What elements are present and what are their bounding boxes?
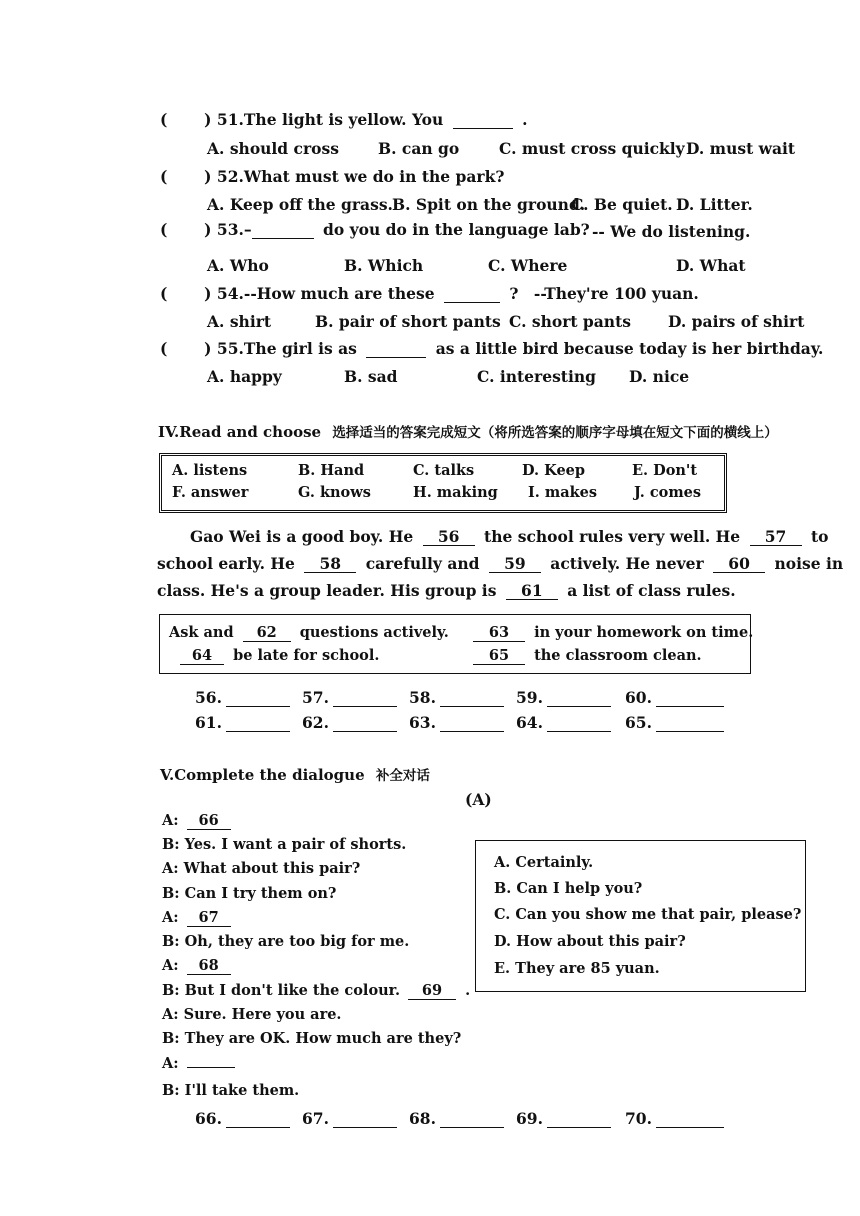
dialogue-line-6 bbox=[162, 933, 409, 950]
question-number: 53 bbox=[216, 220, 239, 239]
answer-label: 62. bbox=[302, 713, 329, 732]
speaker: B: bbox=[162, 982, 180, 999]
question-51: ( ) 51.The light is yellow. You . bbox=[160, 110, 528, 129]
dialogue-line-8 bbox=[162, 982, 470, 1000]
speaker: B: bbox=[162, 1082, 180, 1099]
word-option-e: E. Don't bbox=[632, 462, 698, 479]
answer-label: 63. bbox=[409, 713, 436, 732]
paren-open: ( bbox=[160, 110, 168, 129]
passage-text: to bbox=[810, 527, 829, 546]
question-number: 51 bbox=[216, 110, 239, 129]
rule-2 bbox=[469, 624, 753, 642]
option-53b[interactable]: B. Which bbox=[344, 256, 424, 275]
dialogue-line-5 bbox=[162, 909, 235, 927]
option-53a[interactable]: A. Who bbox=[207, 256, 269, 275]
paren-close: ) bbox=[204, 339, 212, 358]
dialogue-option-b: B. Can I help you? bbox=[494, 880, 643, 897]
blank-70[interactable] bbox=[187, 1067, 235, 1068]
answer-line[interactable] bbox=[547, 689, 611, 707]
passage-text: a list of class rules. bbox=[567, 581, 736, 600]
class-rules-box bbox=[159, 614, 754, 674]
dialogue-line-12 bbox=[162, 1082, 299, 1099]
rule-text: be late for school. bbox=[233, 647, 380, 664]
speaker: B: bbox=[162, 1030, 180, 1047]
speaker: A: bbox=[162, 957, 179, 974]
dialogue-text: Sure. Here you are. bbox=[183, 1006, 342, 1023]
answer-62 bbox=[302, 713, 401, 732]
question-54: ( ) 54.--How much are these ? --They're 100 yuan. bbox=[160, 284, 699, 303]
option-51b[interactable]: B. can go bbox=[378, 139, 460, 158]
answer-66 bbox=[195, 1109, 294, 1128]
blank-58[interactable]: 58 bbox=[304, 555, 356, 573]
dialogue-line-3 bbox=[162, 860, 360, 877]
section-four-title bbox=[158, 421, 778, 441]
option-52b[interactable]: B. Spit on the ground. bbox=[392, 195, 586, 214]
dialogue-line-1 bbox=[162, 812, 235, 830]
dialogue-text: I'll take them. bbox=[184, 1082, 300, 1099]
question-blank[interactable] bbox=[252, 221, 314, 239]
rule-4 bbox=[469, 647, 702, 665]
option-53d[interactable]: D. What bbox=[676, 256, 746, 275]
blank-65[interactable]: 65 bbox=[473, 648, 525, 665]
question-end: ? bbox=[509, 284, 519, 303]
answer-line[interactable] bbox=[656, 714, 724, 732]
speaker: A: bbox=[162, 860, 179, 877]
passage-line-2 bbox=[157, 554, 843, 573]
option-55a[interactable]: A. happy bbox=[207, 367, 282, 386]
passage-text: noise in bbox=[774, 554, 844, 573]
word-option-d: D. Keep bbox=[522, 462, 586, 479]
word-option-h: H. making bbox=[413, 484, 498, 501]
answer-line[interactable] bbox=[226, 1110, 290, 1128]
passage-text: the school rules very well. He bbox=[484, 527, 741, 546]
speaker: B: bbox=[162, 885, 180, 902]
rule-3 bbox=[176, 647, 379, 665]
answer-line[interactable] bbox=[333, 689, 397, 707]
passage-text: school early. He bbox=[157, 554, 295, 573]
paren-close: ) bbox=[204, 220, 212, 239]
blank-61[interactable]: 61 bbox=[506, 582, 558, 600]
passage-line-3 bbox=[157, 581, 736, 600]
question-blank[interactable] bbox=[453, 111, 513, 129]
answer-59 bbox=[516, 688, 615, 707]
question-text-end: as a little bird because today is her birthday. bbox=[435, 339, 824, 358]
option-52d[interactable]: D. Litter. bbox=[676, 195, 753, 214]
answer-label: 69. bbox=[516, 1109, 543, 1128]
section-title-cn: 选择适当的答案完成短文（将所选答案的顺序字母填在短文下面的横线上） bbox=[332, 425, 778, 441]
passage-text: class. He's a group leader. His group is bbox=[157, 581, 497, 600]
blank-67[interactable]: 67 bbox=[187, 910, 231, 927]
question-53-reply: -- We do listening. bbox=[592, 222, 751, 241]
answer-70 bbox=[625, 1109, 728, 1128]
paren-open: ( bbox=[160, 220, 168, 239]
answer-line[interactable] bbox=[333, 1110, 397, 1128]
section-title-en: V.Complete the dialogue bbox=[160, 766, 365, 784]
answer-60 bbox=[625, 688, 728, 707]
answer-57 bbox=[302, 688, 401, 707]
question-52: ( ) 52.What must we do in the park? bbox=[160, 167, 505, 186]
answer-label: 60. bbox=[625, 688, 652, 707]
section-five-title bbox=[160, 764, 430, 784]
blank-63[interactable]: 63 bbox=[473, 625, 525, 642]
option-54c[interactable]: C. short pants bbox=[509, 312, 631, 331]
option-51c[interactable]: C. must cross quickly bbox=[499, 139, 685, 158]
blank-56[interactable]: 56 bbox=[423, 528, 475, 546]
dialogue-line-10 bbox=[162, 1030, 461, 1047]
blank-60[interactable]: 60 bbox=[713, 555, 765, 573]
word-option-c: C. talks bbox=[413, 462, 475, 479]
option-51a[interactable]: A. should cross bbox=[207, 139, 339, 158]
answer-label: 61. bbox=[195, 713, 222, 732]
section-title-cn: 补全对话 bbox=[375, 768, 430, 784]
dialogue-text: . bbox=[465, 982, 471, 999]
answer-64 bbox=[516, 713, 615, 732]
paren-open: ( bbox=[160, 339, 168, 358]
question-number: 52 bbox=[216, 167, 239, 186]
word-option-a: A. listens bbox=[172, 462, 248, 479]
passage-text: actively. He never bbox=[550, 554, 704, 573]
passage-line-1 bbox=[190, 527, 828, 546]
answer-label: 66. bbox=[195, 1109, 222, 1128]
blank-62[interactable]: 62 bbox=[243, 625, 291, 642]
answer-69 bbox=[516, 1109, 615, 1128]
blank-66[interactable]: 66 bbox=[187, 813, 231, 830]
blank-59[interactable]: 59 bbox=[489, 555, 541, 573]
dialogue-text: They are OK. How much are they? bbox=[184, 1030, 462, 1047]
question-end: . bbox=[522, 110, 528, 129]
word-option-g: G. knows bbox=[298, 484, 371, 501]
paren-close: ) bbox=[204, 284, 212, 303]
answer-label: 57. bbox=[302, 688, 329, 707]
word-option-j: J. comes bbox=[634, 484, 702, 501]
question-text: The girl is as bbox=[243, 339, 357, 358]
dialogue-option-c: C. Can you show me that pair, please? bbox=[494, 906, 802, 923]
answer-65 bbox=[625, 713, 728, 732]
dialogue-text: What about this pair? bbox=[183, 860, 361, 877]
speaker: A: bbox=[162, 909, 179, 926]
passage-text: Gao Wei is a good boy. He bbox=[190, 527, 414, 546]
dialogue-subtitle: (A) bbox=[465, 790, 492, 809]
dialogue-text: Can I try them on? bbox=[184, 885, 337, 902]
blank-68[interactable]: 68 bbox=[187, 958, 231, 975]
answer-line[interactable] bbox=[440, 714, 504, 732]
speaker: A: bbox=[162, 1006, 179, 1023]
answer-label: 64. bbox=[516, 713, 543, 732]
question-54-reply: --They're 100 yuan. bbox=[533, 284, 699, 303]
answer-label: 58. bbox=[409, 688, 436, 707]
option-54a[interactable]: A. shirt bbox=[207, 312, 272, 331]
answer-line[interactable] bbox=[226, 714, 290, 732]
option-52a[interactable]: A. Keep off the grass. bbox=[207, 195, 393, 214]
option-54d[interactable]: D. pairs of shirt bbox=[668, 312, 805, 331]
blank-64[interactable]: 64 bbox=[180, 648, 224, 665]
answer-line[interactable] bbox=[547, 1110, 611, 1128]
answer-label: 68. bbox=[409, 1109, 436, 1128]
question-text: do you do in the language lab? bbox=[323, 220, 590, 239]
answer-label: 67. bbox=[302, 1109, 329, 1128]
answer-line[interactable] bbox=[333, 714, 397, 732]
answer-line[interactable] bbox=[656, 1110, 724, 1128]
word-option-b: B. Hand bbox=[298, 462, 365, 479]
rule-text: in your homework on time. bbox=[534, 624, 754, 641]
dialogue-text: But I don't like the colour. bbox=[184, 982, 401, 999]
answer-line[interactable] bbox=[440, 1110, 504, 1128]
dialogue-option-e: E. They are 85 yuan. bbox=[494, 960, 660, 977]
blank-69[interactable]: 69 bbox=[408, 983, 456, 1000]
word-option-f: F. answer bbox=[172, 484, 249, 501]
question-dash: – bbox=[243, 220, 252, 239]
question-blank[interactable] bbox=[444, 285, 500, 303]
paren-open: ( bbox=[160, 167, 168, 186]
word-option-i: I. makes bbox=[528, 484, 598, 501]
option-52c[interactable]: C. Be quiet. bbox=[571, 195, 673, 214]
option-55c[interactable]: C. interesting bbox=[477, 367, 596, 386]
dialogue-line-2 bbox=[162, 836, 406, 853]
answer-63 bbox=[409, 713, 508, 732]
answer-label: 59. bbox=[516, 688, 543, 707]
speaker: A: bbox=[162, 812, 179, 829]
option-55d[interactable]: D. nice bbox=[629, 367, 690, 386]
dialogue-line-7 bbox=[162, 957, 235, 975]
dialogue-text: Oh, they are too big for me. bbox=[184, 933, 410, 950]
question-55: ( ) 55.The girl is as as a little bird because today is her birthday. bbox=[160, 339, 824, 358]
dialogue-line-11 bbox=[162, 1055, 239, 1072]
question-53: ( ) 53.– do you do in the language lab? bbox=[160, 220, 590, 239]
question-blank[interactable] bbox=[366, 340, 426, 358]
section-title-en: IV.Read and choose bbox=[158, 423, 322, 441]
answer-line[interactable] bbox=[656, 689, 724, 707]
dialogue-line-4 bbox=[162, 885, 336, 902]
paren-open: ( bbox=[160, 284, 168, 303]
dialogue-text: Yes. I want a pair of shorts. bbox=[184, 836, 407, 853]
question-text: The light is yellow. You bbox=[243, 110, 444, 129]
answer-line[interactable] bbox=[547, 714, 611, 732]
rule-text: questions actively. bbox=[299, 624, 449, 641]
dialogue-option-d: D. How about this pair? bbox=[494, 933, 686, 950]
passage-text: carefully and bbox=[365, 554, 480, 573]
answer-line[interactable] bbox=[226, 689, 290, 707]
answer-label: 65. bbox=[625, 713, 652, 732]
answer-56 bbox=[195, 688, 294, 707]
option-53c[interactable]: C. Where bbox=[488, 256, 568, 275]
paren-close: ) bbox=[204, 167, 212, 186]
speaker: A: bbox=[162, 1055, 179, 1072]
rule-1 bbox=[169, 624, 449, 642]
answer-61 bbox=[195, 713, 294, 732]
answer-line[interactable] bbox=[440, 689, 504, 707]
rule-text: Ask and bbox=[169, 624, 234, 641]
dialogue-option-a: A. Certainly. bbox=[494, 854, 594, 871]
answer-label: 70. bbox=[625, 1109, 652, 1128]
speaker: B: bbox=[162, 836, 180, 853]
question-number: 54 bbox=[216, 284, 239, 303]
question-number: 55 bbox=[216, 339, 239, 358]
option-55b[interactable]: B. sad bbox=[344, 367, 398, 386]
answer-68 bbox=[409, 1109, 508, 1128]
option-51d[interactable]: D. must wait bbox=[686, 139, 796, 158]
answer-58 bbox=[409, 688, 508, 707]
rule-text: the classroom clean. bbox=[534, 647, 702, 664]
question-text: What must we do in the park? bbox=[243, 167, 505, 186]
question-text: --How much are these bbox=[243, 284, 435, 303]
dialogue-line-9 bbox=[162, 1006, 341, 1023]
answer-67 bbox=[302, 1109, 401, 1128]
speaker: B: bbox=[162, 933, 180, 950]
option-54b[interactable]: B. pair of short pants bbox=[315, 312, 501, 331]
blank-57[interactable]: 57 bbox=[750, 528, 802, 546]
answer-label: 56. bbox=[195, 688, 222, 707]
paren-close: ) bbox=[204, 110, 212, 129]
